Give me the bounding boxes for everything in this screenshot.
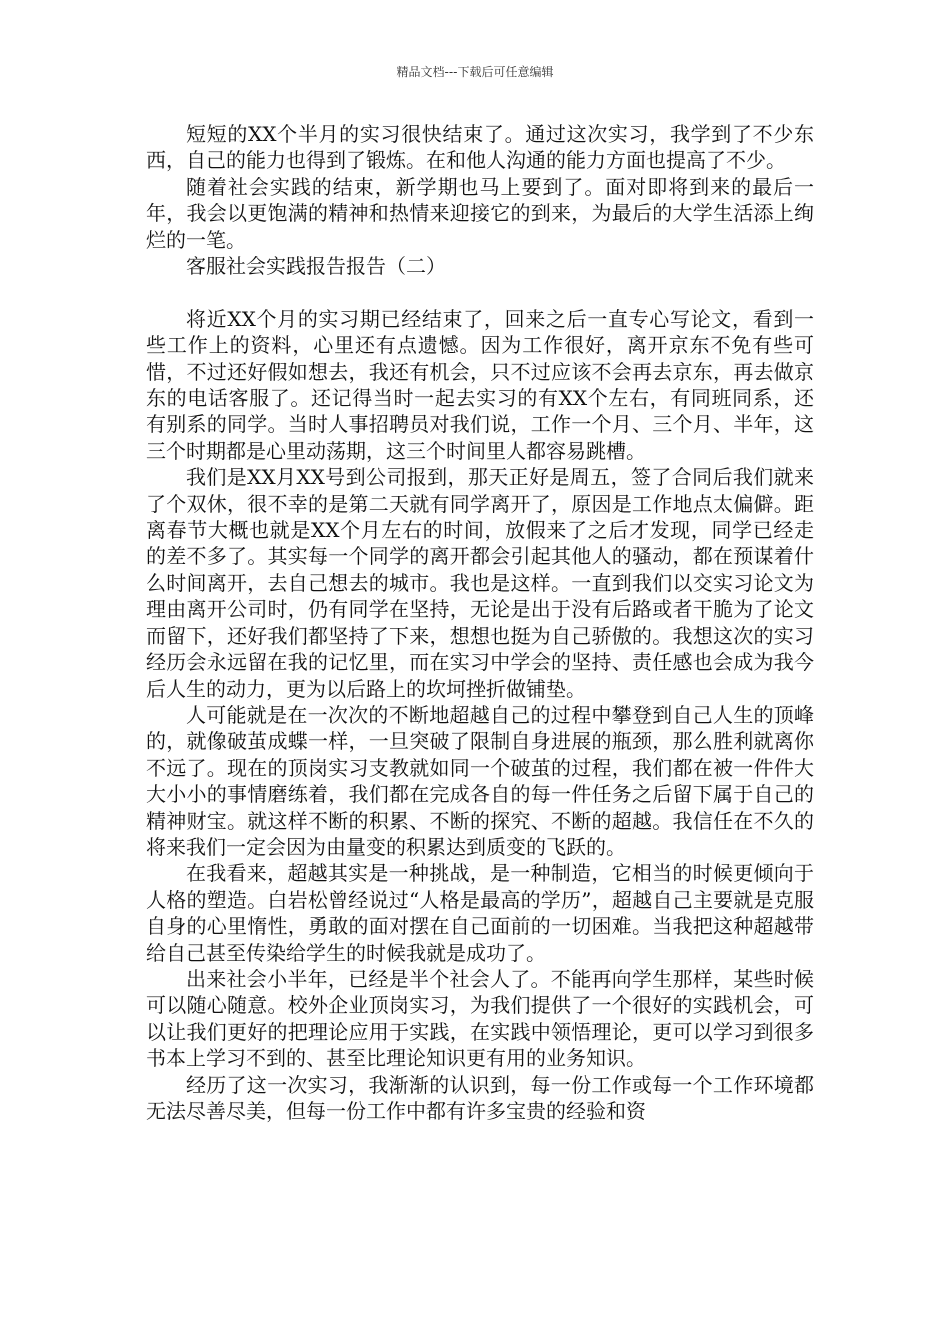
- paragraph-4: 我们是XX月XX号到公司报到，那天正好是周五，签了合同后我们就来了个双休，很不幸的是第二天就有同学离开了，原因是工作地点太偏僻。距离春节大概也就是XX个月左右的时间，放假来了之后才发现，同学已经走的差不多了。其实每一个同学的离开都会引起其他人的骚动，都在预谋着什么时间离开，去自己想去的城市。我也是这样。一直到我们以交实习论文为理由离开公司时，仍有同学在坚持，无论是出于没有后路或者干脆为了论文而留下，还好我们都坚持了下来，想想也挺为自己骄傲的。我想这次的实习经历会永远留在我的记忆里，而在实习中学会的坚持、责任感也会成为我今后人生的动力，更为以后路上的坎坷挫折做铺垫。: [146, 465, 814, 701]
- paragraph-6: 在我看来，超越其实是一种挑战，是一种制造，它相当的时候更倾向于人格的塑造。白岩松曾经说过“人格是最高的学历”，超越自己主要就是克服自身的心里惰性，勇敢的面对摆在自己面前的一切困难。当我把这种超越带给自己甚至传染给学生的时候我就是成功了。: [146, 861, 814, 965]
- paragraph-8: 经历了这一次实习，我渐渐的认识到，每一份工作或每一个工作环境都无法尽善尽美，但每一份工作中都有许多宝贵的经验和资: [146, 1072, 814, 1124]
- page-header: 精品文档---下载后可任意编辑: [396, 65, 554, 79]
- paragraph-3: 将近XX个月的实习期已经结束了，回来之后一直专心写论文，看到一些工作上的资料，心里还有点遗憾。因为工作很好，离开京东不免有些可惜，不过还好假如想去，我还有机会，只不过应该不会再去京东，再去做京东的电话客服了。还记得当时一起去实习的有XX个左右，有同班同系，还有别系的同学。当时人事招聘员对我们说，工作一个月、三个月、半年，这三个时期都是心里动荡期，这三个时间里人都容易跳槽。: [146, 306, 814, 463]
- paragraph-5: 人可能就是在一次次的不断地超越自己的过程中攀登到自己人生的顶峰的，就像破茧成蝶一样，一旦突破了限制自身进展的瓶颈，那么胜利就离你不远了。现在的顶岗实习支教就如同一个破茧的过程，我们都在被一件件大大小小的事情磨练着，我们都在完成各自的每一件任务之后留下属于自己的精神财宝。就这样不断的积累、不断的探究、不断的超越。我信任在不久的将来我们一定会因为由量变的积累达到质变的飞跃的。: [146, 702, 814, 859]
- document-body: [146, 121, 814, 1124]
- paragraph-2: 随着社会实践的结束，新学期也马上要到了。面对即将到来的最后一年，我会以更饱满的精神和热情来迎接它的到来，为最后的大学生活添上绚烂的一笔。: [146, 174, 814, 252]
- paragraph-7: 出来社会小半年，已经是半个社会人了。不能再向学生那样，某些时候可以随心随意。校外企业顶岗实习，为我们提供了一个很好的实践机会，可以让我们更好的把理论应用于实践，在实践中领悟理论，更可以学习到很多书本上学习不到的、甚至比理论知识更有用的业务知识。: [146, 966, 814, 1071]
- paragraph-1: 短短的XX个半月的实习很快结束了。通过这次实习，我学到了不少东西，自己的能力也得到了锻炼。在和他人沟通的能力方面也提高了不少。: [146, 122, 814, 173]
- section-subtitle: 客服社会实践报告报告（二）: [186, 254, 446, 279]
